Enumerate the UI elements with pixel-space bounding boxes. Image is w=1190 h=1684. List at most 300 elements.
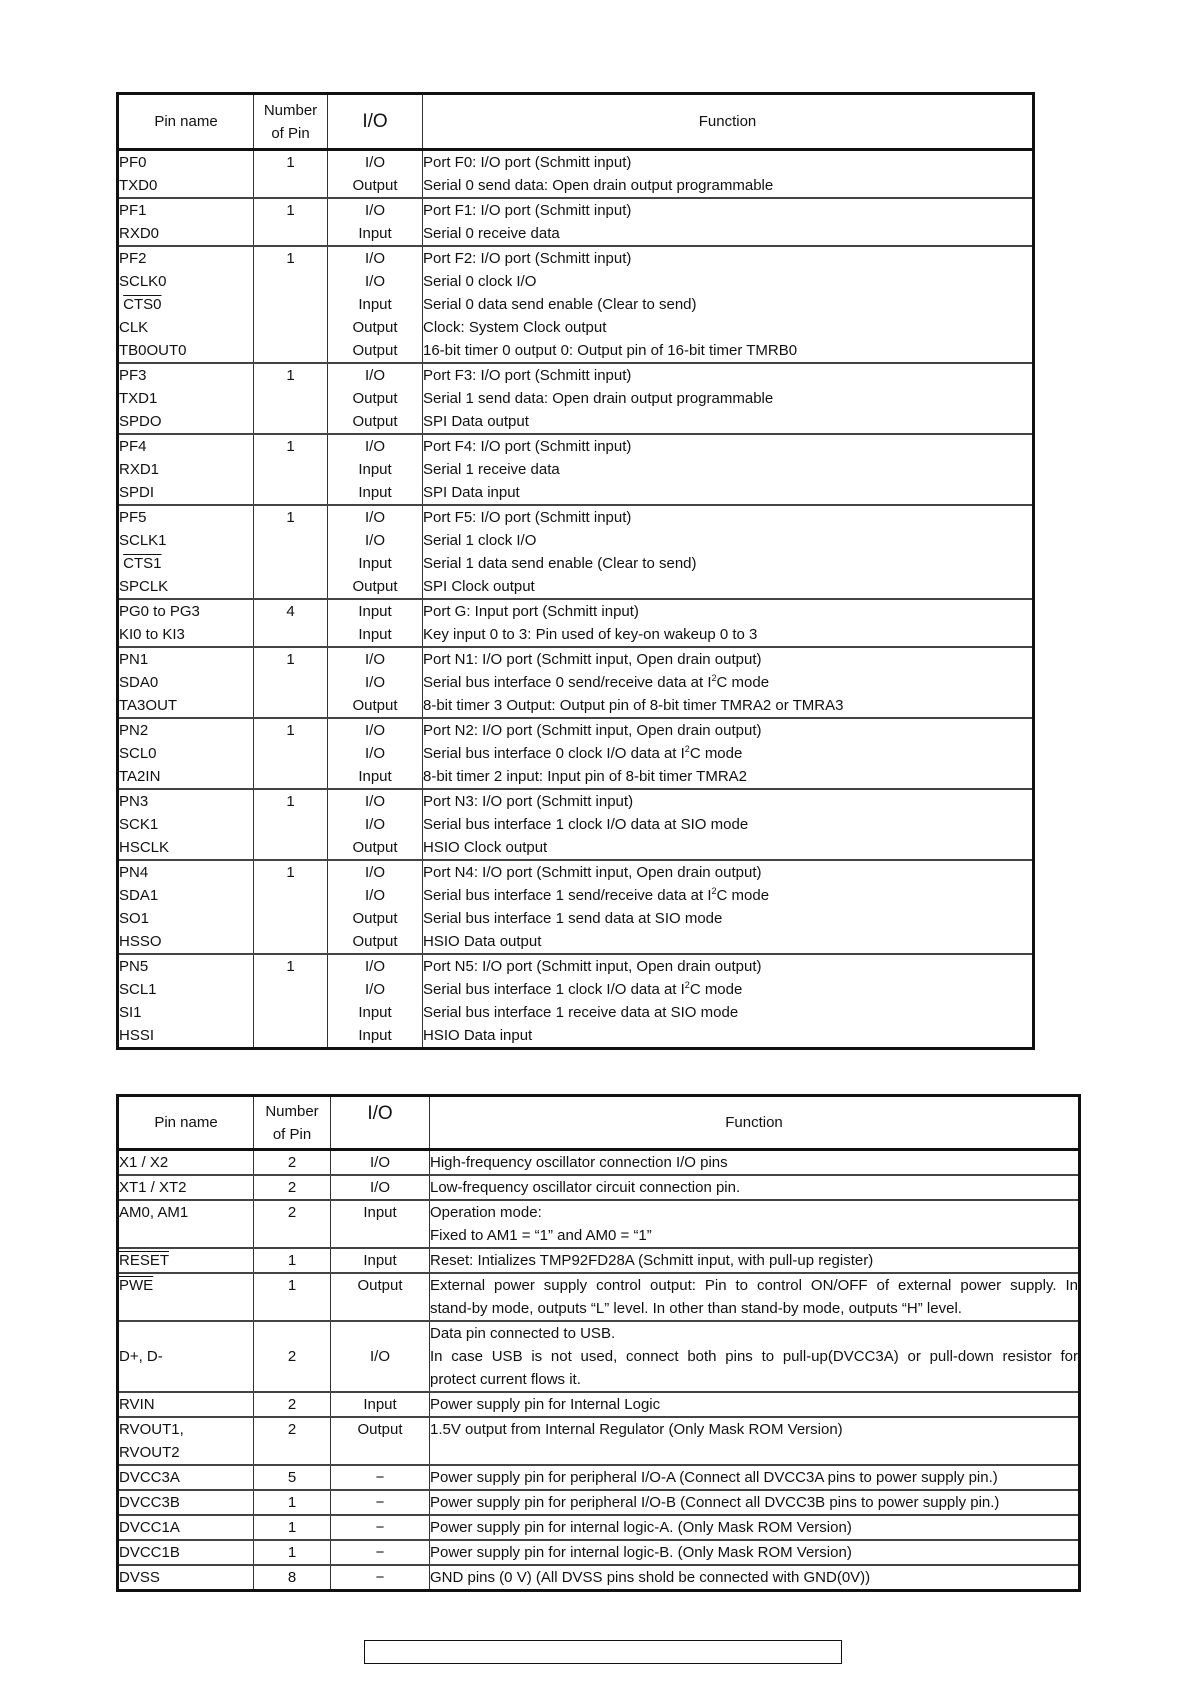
table-row [118, 1515, 1080, 1540]
pin-io: I/O [364, 674, 385, 691]
table-row [118, 954, 1034, 1049]
pin-function: Key input 0 to 3: Pin used of key-on wakeup 0 to 3 [423, 626, 758, 643]
pin-name: CLK [119, 319, 149, 336]
pin-name: SCK1 [119, 816, 159, 833]
pin-io: Input [358, 626, 392, 643]
pin-io-cell [328, 363, 423, 434]
table-row [118, 505, 1034, 599]
pin-function: Port F0: I/O port (Schmitt input) [423, 154, 632, 171]
pin-io: Input [358, 603, 392, 620]
pin-count-cell [254, 505, 328, 599]
pin-io: Input [363, 1396, 397, 1413]
pin-count: 2 [287, 1154, 297, 1171]
pin-io: I/O [364, 981, 385, 998]
pin-count: 5 [287, 1469, 297, 1486]
i2c-tail: C mode [689, 981, 743, 998]
pin-function-cell [423, 246, 1034, 363]
pin-count-cell [254, 1273, 331, 1321]
pin-function: Port N4: I/O port (Schmitt input, Open drain output) [423, 864, 762, 881]
pin-name: DVCC3B [119, 1494, 180, 1511]
pin-function-cell [430, 1515, 1080, 1540]
pin-name-cell [118, 246, 254, 363]
pin-table-2 [116, 1094, 1081, 1592]
pin-name: TA2IN [119, 768, 161, 785]
pin-io: I/O [364, 509, 385, 526]
pin-function: stand-by mode, outputs “L” level. In other than stand-by mode, outputs “H” level. [430, 1300, 962, 1317]
pin-count: 1 [287, 1494, 297, 1511]
table-row [118, 434, 1034, 505]
pin-name: TXD0 [119, 177, 158, 194]
pin-name-cell [118, 434, 254, 505]
pin-name-cell [118, 1565, 254, 1591]
pin-io: Output [352, 839, 398, 856]
pin-function: Power supply pin for peripheral I/O-A (Connect all DVCC3A pins to power supply pin.) [430, 1469, 998, 1486]
pin-function-cell [430, 1150, 1080, 1176]
pin-function: Serial 1 send data: Open drain output programmable [423, 390, 774, 407]
pin-count: 1 [286, 154, 295, 171]
pin-io: Input [363, 1252, 397, 1269]
pin-function: Low-frequency oscillator circuit connection pin. [430, 1179, 741, 1196]
pin-count: 1 [287, 1544, 297, 1561]
pin-name: SPDO [119, 413, 162, 430]
header-number-line1: Number [263, 101, 318, 119]
pin-function: Serial 1 data send enable (Clear to send) [423, 555, 697, 572]
pin-function: Clock: System Clock output [423, 319, 607, 336]
pin-function: Serial 1 clock I/O [423, 532, 537, 549]
pin-io-cell [328, 647, 423, 718]
pin-name: RVIN [119, 1396, 155, 1413]
pin-io: I/O [364, 958, 385, 975]
header-number-of-pin [254, 94, 328, 150]
pin-count: 1 [287, 1277, 297, 1294]
pin-count: 1 [286, 367, 295, 384]
pin-count-cell [254, 599, 328, 647]
pin-io: I/O [364, 864, 385, 881]
pin-count: 2 [287, 1204, 297, 1221]
i2c-superscript: 2 [711, 886, 717, 896]
pin-count: 1 [286, 250, 295, 267]
pin-count: 1 [286, 509, 295, 526]
pin-function: Port F3: I/O port (Schmitt input) [423, 367, 632, 384]
pin-name [119, 552, 253, 575]
pin-io: I/O [364, 367, 385, 384]
header-io: I/O [331, 1096, 430, 1150]
pin-io-cell [328, 246, 423, 363]
pin-name-cell [118, 363, 254, 434]
pin-io: I/O [364, 438, 385, 455]
pin-function-cell [430, 1392, 1080, 1417]
pin-count-cell [254, 718, 328, 789]
pin-io: − [375, 1494, 385, 1511]
table-header-row [118, 1096, 1080, 1150]
pin-name: PN1 [119, 651, 149, 668]
pin-name-cell [118, 860, 254, 954]
pin-function: Port N5: I/O port (Schmitt input, Open drain output) [423, 958, 762, 975]
table-row [118, 1150, 1080, 1176]
pin-count: 1 [286, 793, 295, 810]
pin-function: Serial bus interface 1 receive data at SIO mode [423, 1004, 739, 1021]
pin-function: Serial 0 send data: Open drain output programmable [423, 177, 774, 194]
pin-name [119, 293, 253, 316]
pin-name-cell [118, 789, 254, 860]
pin-function-text: Serial bus interface 1 clock I/O data at I [423, 981, 685, 998]
pin-function: Serial 0 receive data [423, 225, 560, 242]
pin-io-cell [331, 1490, 430, 1515]
pin-function: HSIO Data output [423, 933, 542, 950]
pin-function: Serial bus interface 1 send data at SIO mode [423, 910, 723, 927]
pin-name: PF5 [119, 509, 147, 526]
pin-count-cell [254, 954, 328, 1049]
pin-function-cell [423, 954, 1034, 1049]
pin-function: 8-bit timer 2 input: Input pin of 8-bit timer TMRA2 [423, 768, 748, 785]
pin-name-cell [118, 1417, 254, 1465]
pin-io: − [375, 1544, 385, 1561]
pin-count-cell [254, 363, 328, 434]
pin-io-cell [328, 434, 423, 505]
pin-function-cell [430, 1175, 1080, 1200]
header-number-of-pin [254, 1096, 331, 1150]
pin-function: Power supply pin for peripheral I/O-B (Connect all DVCC3B pins to power supply pin.) [430, 1494, 1000, 1511]
pin-function-cell [423, 718, 1034, 789]
pin-function [423, 978, 1032, 1001]
pin-count-cell [254, 860, 328, 954]
pin-io: Output [352, 933, 398, 950]
pin-function-cell [423, 198, 1034, 246]
pin-function-cell [423, 647, 1034, 718]
pin-function-cell [430, 1565, 1080, 1591]
pin-name: SCLK0 [119, 273, 167, 290]
pin-io-cell [328, 789, 423, 860]
pin-io: Output [352, 390, 398, 407]
pin-name-cell [118, 1248, 254, 1273]
pin-name-cell [118, 647, 254, 718]
table-row [118, 718, 1034, 789]
pin-io: Input [358, 461, 392, 478]
pin-count-cell [254, 1465, 331, 1490]
table-row [118, 647, 1034, 718]
pin-name-cell [118, 505, 254, 599]
table-row [118, 1175, 1080, 1200]
pin-name-cell [118, 599, 254, 647]
pin-io-cell [331, 1200, 430, 1248]
pin-io: Output [352, 697, 398, 714]
pin-count-cell [254, 1150, 331, 1176]
pin-io: I/O [364, 793, 385, 810]
pin-name: PF4 [119, 438, 147, 455]
pin-io: I/O [364, 250, 385, 267]
pin-count: 1 [287, 1519, 297, 1536]
pin-function: Port N1: I/O port (Schmitt input, Open drain output) [423, 651, 762, 668]
pin-io: I/O [369, 1179, 390, 1196]
pin-io: Input [358, 484, 392, 501]
pin-name-cell [118, 1175, 254, 1200]
pin-name: SCL0 [119, 745, 157, 762]
pin-io: I/O [369, 1154, 390, 1171]
pin-name-overlined: $\overline{PWE}$ [119, 1277, 154, 1294]
table-row [118, 789, 1034, 860]
table-row [118, 246, 1034, 363]
pin-name: PN5 [119, 958, 149, 975]
pin-io: I/O [364, 154, 385, 171]
pin-function [423, 742, 1032, 765]
pin-count: 2 [287, 1396, 297, 1413]
header-function: Function [423, 94, 1034, 150]
pin-count-cell [254, 1392, 331, 1417]
pin-function: In case USB is not used, connect both pins to pull-up(DVCC3A) or pull-down resistor for [430, 1348, 1078, 1365]
pin-name: SCL1 [119, 981, 157, 998]
pin-io: Output [352, 578, 398, 595]
pin-function: Serial 1 receive data [423, 461, 560, 478]
pin-count-cell [254, 1321, 331, 1392]
pin-function: 1.5V output from Internal Regulator (Only Mask ROM Version) [430, 1421, 843, 1438]
pin-io: I/O [364, 722, 385, 739]
pin-count: 1 [286, 438, 295, 455]
pin-function-cell [430, 1540, 1080, 1565]
pin-count-cell [254, 1540, 331, 1565]
pin-count: 1 [286, 958, 295, 975]
pin-name: PN2 [119, 722, 149, 739]
pin-name: SI1 [119, 1004, 142, 1021]
pin-io-cell [331, 1515, 430, 1540]
pin-function: Serial bus interface 1 clock I/O data at SIO mode [423, 816, 749, 833]
table-row [118, 1392, 1080, 1417]
pin-function-text: Serial bus interface 1 send/receive data at I [423, 887, 712, 904]
pin-name: PG0 to PG3 [119, 603, 200, 620]
pin-io: Input [363, 1204, 397, 1221]
pin-io-cell [331, 1540, 430, 1565]
pin-io: Input [358, 1027, 392, 1044]
pin-count: 1 [286, 202, 295, 219]
pin-io-cell [331, 1417, 430, 1465]
pin-count-cell [254, 434, 328, 505]
pin-name-cell [118, 1490, 254, 1515]
table-row [118, 860, 1034, 954]
pin-name: SO1 [119, 910, 150, 927]
table-row [118, 1200, 1080, 1248]
pin-function: Power supply pin for Internal Logic [430, 1396, 661, 1413]
pin-function-cell [423, 789, 1034, 860]
table-row [118, 1565, 1080, 1591]
pin-io-cell [328, 718, 423, 789]
pin-function: Serial 0 data send enable (Clear to send) [423, 296, 697, 313]
pin-count: 1 [286, 651, 295, 668]
pin-name: KI0 to KI3 [119, 626, 185, 643]
pin-function-cell [430, 1200, 1080, 1248]
pin-io-cell [331, 1150, 430, 1176]
table-row [118, 1465, 1080, 1490]
pin-name: DVCC3A [119, 1469, 180, 1486]
pin-name: DVCC1A [119, 1519, 180, 1536]
pin-name-cell [118, 1540, 254, 1565]
table-row [118, 1490, 1080, 1515]
pin-io: I/O [364, 745, 385, 762]
pin-function: SPI Data output [423, 413, 529, 430]
pin-io: Output [357, 1421, 403, 1438]
pin-count-cell [254, 1490, 331, 1515]
pin-name: SPDI [119, 484, 155, 501]
pin-name: HSSI [119, 1027, 155, 1044]
pin-io-cell [331, 1248, 430, 1273]
pin-io: I/O [369, 1348, 390, 1365]
pin-function: Serial 0 clock I/O [423, 273, 537, 290]
pin-count-cell [254, 1565, 331, 1591]
pin-io-cell [328, 150, 423, 199]
i2c-tail: C mode [716, 674, 770, 691]
pin-io-cell [328, 954, 423, 1049]
pin-count: 1 [286, 864, 295, 881]
pin-function: HSIO Data input [423, 1027, 533, 1044]
pin-name: RVOUT2 [119, 1444, 180, 1461]
i2c-superscript: 2 [711, 673, 717, 683]
pin-name: PF2 [119, 250, 147, 267]
pin-name-overlined: RESET [119, 1252, 170, 1269]
pin-function: Port F1: I/O port (Schmitt input) [423, 202, 632, 219]
pin-name: HSSO [119, 933, 162, 950]
pin-io: I/O [364, 651, 385, 668]
pin-name [119, 1274, 253, 1297]
pin-io: Input [358, 1004, 392, 1021]
pin-io: Output [357, 1277, 403, 1294]
pin-function [423, 671, 1032, 694]
pin-name-overlined: CTS1 [123, 555, 162, 572]
pin-name-cell [118, 1273, 254, 1321]
pin-count-cell [254, 647, 328, 718]
pin-io: Output [352, 910, 398, 927]
pin-name: HSCLK [119, 839, 170, 856]
pin-function [423, 884, 1032, 907]
pin-name: PF0 [119, 154, 147, 171]
header-io: I/O [328, 94, 423, 150]
pin-function: Data pin connected to USB. [430, 1325, 616, 1342]
pin-io-cell [331, 1565, 430, 1591]
pin-io: − [375, 1469, 385, 1486]
pin-function: HSIO Clock output [423, 839, 548, 856]
pin-function-cell [430, 1417, 1080, 1465]
pin-function: 16-bit timer 0 output 0: Output pin of 16-bit timer TMRB0 [423, 342, 798, 359]
table-header-row [118, 94, 1034, 150]
header-pin-name: Pin name [118, 94, 254, 150]
pin-name-overlined: CTS0 [123, 296, 162, 313]
table-row [118, 198, 1034, 246]
pin-io: Input [358, 296, 392, 313]
pin-name-cell [118, 150, 254, 199]
pin-function-cell [430, 1321, 1080, 1392]
pin-io: Output [352, 177, 398, 194]
pin-io: Output [352, 413, 398, 430]
pin-function: Port N3: I/O port (Schmitt input) [423, 793, 634, 810]
pin-name-cell [118, 1321, 254, 1392]
pin-function: Operation mode: [430, 1204, 542, 1221]
i2c-superscript: 2 [684, 744, 690, 754]
table-row [118, 1248, 1080, 1273]
pin-count: 2 [287, 1179, 297, 1196]
pin-io: Input [358, 555, 392, 572]
pin-count-cell [254, 1175, 331, 1200]
header-number-line2: of Pin [272, 1125, 312, 1143]
pin-function-cell [423, 599, 1034, 647]
header-pin-name: Pin name [118, 1096, 254, 1150]
pin-function: Power supply pin for internal logic-A. (Only Mask ROM Version) [430, 1519, 852, 1536]
pin-function: Power supply pin for internal logic-B. (Only Mask ROM Version) [430, 1544, 852, 1561]
pin-io: − [375, 1519, 385, 1536]
pin-count-cell [254, 789, 328, 860]
table-row [118, 1540, 1080, 1565]
pin-count-cell [254, 1248, 331, 1273]
pin-name: D+, D- [119, 1348, 163, 1365]
pin-function-cell [423, 363, 1034, 434]
table-row [118, 1417, 1080, 1465]
pin-name: SPCLK [119, 578, 169, 595]
pin-io: Input [358, 768, 392, 785]
i2c-superscript: 2 [684, 980, 690, 990]
header-number-line1: Number [265, 1102, 319, 1120]
pin-function: Reset: Intializes TMP92FD28A (Schmitt input, with pull-up register) [430, 1252, 874, 1269]
pin-io-cell [328, 505, 423, 599]
pin-function: GND pins (0 V) (All DVSS pins shold be connected with GND(0V)) [430, 1569, 871, 1586]
pin-name-cell [118, 1465, 254, 1490]
pin-function: Port F2: I/O port (Schmitt input) [423, 250, 632, 267]
pin-function: Fixed to AM1 = “1” and AM0 = “1” [430, 1227, 652, 1244]
pin-io-cell [328, 599, 423, 647]
page-footer-box [364, 1640, 842, 1664]
pin-name-cell [118, 718, 254, 789]
pin-function: Port F4: I/O port (Schmitt input) [423, 438, 632, 455]
pin-io-cell [331, 1321, 430, 1392]
pin-function-cell [423, 150, 1034, 199]
pin-name: RVOUT1, [119, 1421, 184, 1438]
header-number-line2: of Pin [271, 124, 310, 142]
pin-function: Port F5: I/O port (Schmitt input) [423, 509, 632, 526]
pin-io-cell [331, 1392, 430, 1417]
pin-function-cell [430, 1465, 1080, 1490]
pin-function-cell [430, 1490, 1080, 1515]
pin-count: 1 [286, 722, 295, 739]
pin-function-cell [423, 860, 1034, 954]
pin-function-text: Serial bus interface 0 send/receive data at I [423, 674, 712, 691]
pin-name-cell [118, 1150, 254, 1176]
pin-name: PF1 [119, 202, 147, 219]
pin-io-cell [331, 1465, 430, 1490]
pin-io: Output [352, 342, 398, 359]
pin-function-cell [430, 1248, 1080, 1273]
pin-io-cell [331, 1273, 430, 1321]
pin-name: X1 / X2 [119, 1154, 169, 1171]
pin-function-cell [430, 1273, 1080, 1321]
pin-count-cell [254, 1417, 331, 1465]
pin-function: SPI Data input [423, 484, 520, 501]
pin-function: External power supply control output: Pin to control ON/OFF of external power supply. In [430, 1277, 1078, 1294]
pin-name: XT1 / XT2 [119, 1179, 187, 1196]
pin-name [119, 1249, 253, 1272]
pin-name: RXD1 [119, 461, 160, 478]
pin-name: AM0, AM1 [119, 1204, 189, 1221]
pin-count-cell [254, 150, 328, 199]
pin-name-cell [118, 954, 254, 1049]
pin-name-cell [118, 1200, 254, 1248]
pin-io: I/O [364, 887, 385, 904]
i2c-tail: C mode [716, 887, 770, 904]
pin-table-1 [116, 92, 1035, 1050]
pin-name: PF3 [119, 367, 147, 384]
pin-name: TA3OUT [119, 697, 178, 714]
pin-name-cell [118, 1515, 254, 1540]
pin-count: 8 [287, 1569, 297, 1586]
pin-name: SDA1 [119, 887, 159, 904]
pin-io: − [375, 1569, 385, 1586]
pin-name: DVSS [119, 1569, 160, 1586]
pin-io-cell [328, 860, 423, 954]
pin-name-cell [118, 198, 254, 246]
